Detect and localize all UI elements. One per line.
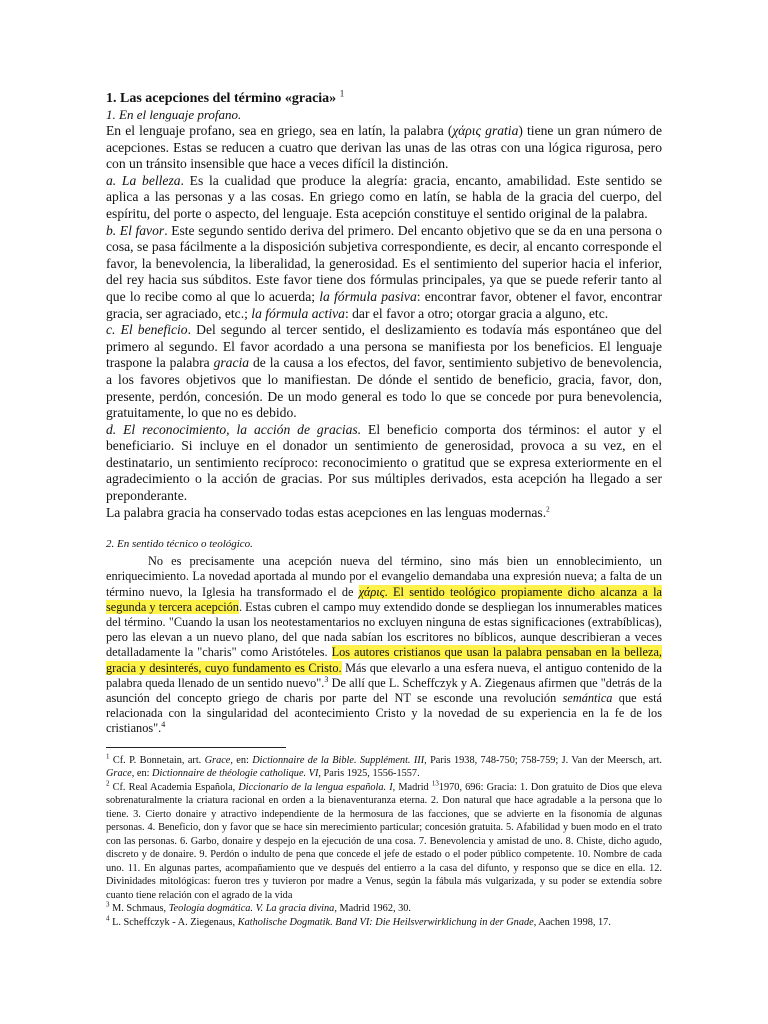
paragraph-intro bbox=[106, 123, 662, 173]
text-run: , Paris 1925, 1556-1557. bbox=[318, 768, 420, 780]
item-label-a: a. La belleza bbox=[106, 172, 181, 188]
item-label-b: b. El favor bbox=[106, 222, 165, 238]
text-run: En el lenguaje profano, sea en griego, sea en latín, la palabra ( bbox=[106, 123, 453, 138]
text-run: . Es la cualidad que produce la alegría: gracia, encanto, amabilidad. Este sentido se aplica a las personas y a las cosas. En griego como en latín, se habla de la gracia del cuerpo, del espíritu, del porte o aspecto, del lenguaje. Esta acepción constituye el sentido original de la palabra. bbox=[106, 172, 662, 221]
greek-term-highlighted: χάρις bbox=[358, 584, 385, 599]
text-run: 1970, 696: Gracia: 1. Don gratuito de Dios que eleva sobrenaturalmente la criatura racional en orden a la bienaventuranza eterna. 2. Don natural que hace agradable a la persona que lo tiene. 3. Cierto donaire y atractivo independiente de la hermosura de las facciones, que se advierte en la fisonomía de algunas personas. 4. Beneficio, don y favor que se hace sin merecimiento particular; concesión gratuita. 5. Afabilidad y buen modo en el trato con las personas. 6. Garbo, donaire y despejo en la ejecución de una cosa. 7. Benevolencia y amistad de uno. 8. Chiste, dicho agudo, discreto y de donaire. 9. Perdón o indulto de pena que concede el jefe de estado o el poder público competente. 10. Nombre de cada uno. 11. En algunas partes, acompañamiento que ve después del entierro a la casa del difunto, y responso que se dice en ella. 12. Divinidades mitológicas: fueron tres y tuvieron por madre a Venus, según la fábula más vulgarizada, y su poder se extendía sobre cuanto tiene relación con el agrado de la vida bbox=[106, 781, 662, 901]
book-title: Dictionnaire de la Bible. Supplément. III bbox=[252, 754, 425, 766]
text-run: , en: bbox=[230, 754, 253, 766]
italic-term: gracia bbox=[213, 355, 250, 371]
text-run: : encontrar favor, obtener el favor, encontrar gracia, ser agraciado, etc.; bbox=[106, 288, 662, 321]
footnote-ref-3[interactable]: 3 bbox=[324, 674, 329, 684]
footnote-ref-1[interactable]: 1 bbox=[339, 88, 345, 99]
text-run: Madrid bbox=[395, 781, 432, 793]
item-label-c: c. El beneficio bbox=[106, 322, 188, 338]
subsection-title-profano: 1. En el lenguaje profano. bbox=[106, 107, 242, 122]
italic-term: Grace bbox=[106, 768, 132, 780]
text-run: Cf. P. Bonnetain, art. bbox=[109, 754, 205, 766]
paragraph-teologico bbox=[106, 554, 662, 736]
text-run: , en: bbox=[131, 768, 153, 780]
paragraph-reconocimiento bbox=[106, 422, 662, 505]
text-run: . Del segundo al tercer sentido, el deslizamiento es todavía más espontáneo que del primero al segundo. El favor acordado a una persona se manifiesta por los beneficios. El lenguaje traspone la palabra bbox=[106, 322, 662, 371]
paragraph-closing bbox=[106, 505, 662, 522]
text-run: , Aachen 1998, 17. bbox=[533, 916, 611, 928]
text-run: . Estas cubren el campo muy extendido donde se despliegan los innumerables matices del término. "Cuando la usan los neotestamentarios no excluyen ninguna de estas significaciones (extrabíblicas), pero las elevan a un nuevo plano, del que nada sabían los escritores no bíblicos, aunque describieran a veces detalladamente la "charis" como Aristóteles. bbox=[106, 599, 662, 660]
edition-number: 13 bbox=[431, 779, 439, 788]
italic-term: Grace bbox=[204, 754, 231, 766]
subsection-title-teologico: 2. En sentido técnico o teológico. bbox=[106, 538, 253, 551]
text-run: , Paris 1938, 748-750; 758-759; J. Van der Meersch, art. bbox=[424, 754, 662, 766]
italic-term: semántica bbox=[562, 691, 613, 706]
text-run: . Este segundo sentido deriva del primero. Del encanto objetivo que se da en una persona o cosa, se pasa fácilmente a la disposición subjetiva correspondiente, es decir, al encanto corresponde el favor, la benevolencia, la liberalidad, la generosidad. Es el sentimiento del superior hacia el inferior, del rey hacia sus súbditos. Este favor tiene dos fórmulas principales, ya que se puede referir tanto al que lo recibe como al que lo acuerda; bbox=[106, 222, 662, 304]
text-run: El beneficio comporta dos términos: el autor y el beneficiario. Si incluye en el donador un sentimiento de generosidad, provoca a su vez, en el destinatario, un sentimiento recíproco: reconocimiento o gratitud que se expresa exteriormente en el agradecimiento o la acción de gracias. Por sus múltiples derivados, esta acepción ha llegado a ser preponderante. bbox=[106, 421, 663, 504]
footnote-number: 3 bbox=[106, 900, 110, 909]
italic-term: la fórmula activa bbox=[251, 305, 345, 321]
italic-term: la fórmula pasiva bbox=[319, 288, 417, 304]
highlighted-text: . El sentido teológico propiamente dicho alcanza a la segunda y tercera acepción bbox=[106, 584, 662, 614]
text-run: Cf. Real Academia Española, bbox=[109, 781, 239, 793]
footnote-ref-2[interactable]: 2 bbox=[546, 505, 550, 514]
item-label-d: d. El reconocimiento, la acción de gracias. bbox=[106, 421, 362, 437]
footnote-1 bbox=[106, 754, 662, 781]
paragraph-favor bbox=[106, 223, 662, 323]
footnote-ref-4[interactable]: 4 bbox=[161, 720, 166, 730]
footnote-number: 2 bbox=[106, 779, 110, 788]
text-run: Madrid 1962, 30. bbox=[336, 903, 411, 915]
book-title: Teología dogmática. V. La gracia divina, bbox=[168, 903, 337, 915]
section-heading bbox=[106, 90, 662, 107]
footnote-divider bbox=[106, 747, 286, 748]
text-run: La palabra gracia ha conservado todas estas acepciones en las lenguas modernas. bbox=[106, 504, 547, 520]
book-title: Dictionnaire de théologie catholique. VI bbox=[152, 768, 319, 780]
footnote-4 bbox=[106, 916, 662, 930]
footnote-number: 4 bbox=[106, 914, 110, 923]
footnote-2 bbox=[106, 781, 662, 903]
document-page bbox=[106, 90, 662, 929]
heading-title: 1. Las acepciones del término «gracia» bbox=[106, 91, 337, 106]
footnote-number: 1 bbox=[106, 752, 110, 761]
paragraph-belleza bbox=[106, 173, 662, 223]
text-run: No es precisamente una acepción nueva del término, sino más bien un ennoblecimiento, un enriquecimiento. La novedad aportada al mundo por el evangelio demandaba una expresión nueva; a falta de un término nuevo, la Iglesia ha transformado el de bbox=[106, 554, 662, 599]
highlighted-text: Los autores cristianos que usan la palabra pensaban en la belleza, gracia y desinterés, cuyo fundamento es Cristo. bbox=[106, 645, 662, 675]
text-run: L. Scheffczyk - A. Ziegenaus, bbox=[109, 916, 238, 928]
book-title: Katholische Dogmatik. Band VI: Die Heilsverwirklichung in der Gnade bbox=[237, 916, 534, 928]
book-title: Diccionario de la lengua española. I, bbox=[238, 781, 396, 793]
text-run: De allí que L. Scheffczyk y A. Ziegenaus afirmen que "detrás de la asunción del concepto griego de charis por parte del NT se esconde una revolución bbox=[106, 675, 662, 706]
greek-latin-term: χάρις gratia bbox=[452, 123, 519, 138]
text-run: que está relacionada con la singularidad del acontecimiento Cristo y la novedad de su experiencia en la fe de los cristianos". bbox=[106, 691, 662, 736]
text-run: Más que elevarlo a una esfera nueva, el antiguo contenido de la palabra queda llenado de un sentido nuevo". bbox=[106, 660, 662, 690]
paragraph-beneficio bbox=[106, 322, 662, 422]
text-run: : dar el favor a otro; otorgar gracia a alguno, etc. bbox=[344, 305, 609, 321]
text-run: ) tiene un gran número de acepciones. Estas se reducen a cuatro que derivan las unas de las otras con una lógica rigurosa, pero con un tránsito insensible que hace a veces difícil la distinción. bbox=[106, 123, 663, 172]
text-run: de la causa a los efectos, del favor, sentimiento subjetivo de benevolencia, a los favores objetivos que lo manifiestan. De dónde el sentido de beneficio, gracia, favor, don, presente, perdón, concesión. De un modo general es todo lo que se concede por pura benevolencia, gratuitamente, lo que no es debido. bbox=[106, 355, 662, 421]
footnote-3 bbox=[106, 902, 662, 916]
text-run: M. Schmaus, bbox=[109, 903, 169, 915]
